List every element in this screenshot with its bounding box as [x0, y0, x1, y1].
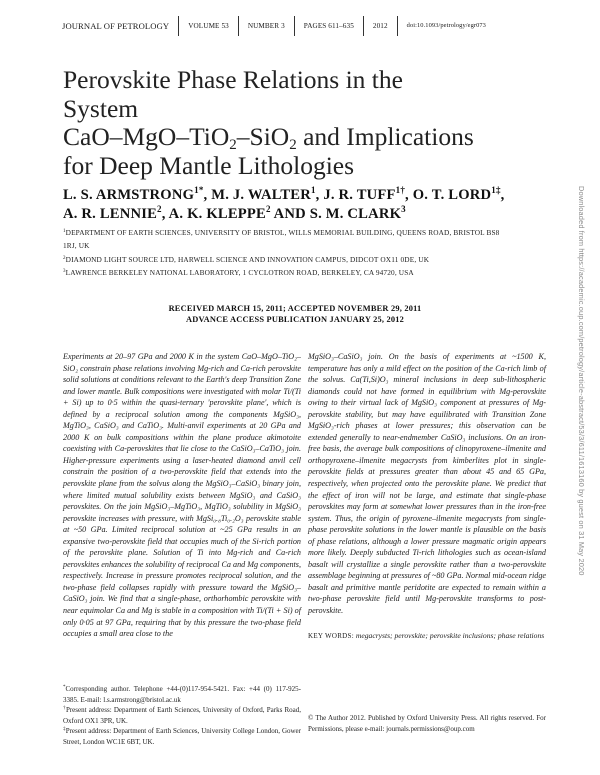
title-line-2b: –SiO	[236, 122, 290, 151]
author: A. R. LENNIE$^2$,	[63, 204, 169, 222]
copyright-notice: © The Author 2012. Published by Oxford University Press. All rights reserved. For Permissions, please e-mail: journals.permissions@oup.com	[308, 714, 546, 733]
author: A. K. KLEPPE$^2$ AND	[168, 204, 310, 222]
running-header	[58, 16, 495, 36]
affiliation: $^3$LAWRENCE BERKELEY NATIONAL LABORATORY, 1 CYCLOTRON ROAD, BERKELEY, CA 94720, USA	[63, 268, 414, 278]
publication-dates	[60, 303, 530, 325]
title-line-1: Perovskite Phase Relations in the System	[63, 65, 403, 123]
abstract-right-column: MgSiO₃–CaSiO₃ join. On the basis of experiments at ~1500 K, temperature has only a mild effect on the position of the Ca-rich limb of the solvus. Ca(Ti,Si)O₃ mineral inclusions in deep sub-lithospheric diamonds could not have formed in equilibrium with Mg-perovskite owing to their virtual lack of MgSiO₃ component at pressures of Mg-perovskite stability, but may have equilibrated with Transition Zone MgSiO₃-rich phases at lower pressures; this observation can be extended generally to near-endmember CaSiO₃ inclusions. On an iron-free basis, the average bulk compositions of clinopyroxene–ilmenite and orthopyroxene–ilmenite megacrysts from kimberlites plot in single-perovskite fields at pressures greater than about 45 and 65 GPa, respectively, when projected onto the perovskite plane. We predict that the effect of iron will not be large, and estimate that single-phase perovskites may form at somewhat lower pressures than in the iron-free system. Thus, the origin of pyroxene–ilmenite megacrysts from single-phase perovskite solutions in the lower mantle is plausible on the basis of phase relations, although a lower pressure magmatic origin appears more likely. Deeply subducted Ti-rich lithologies such as ocean-island basalt will crystallize a single perovskite rather than a two-perovskite assemblage beginning at pressures of ~80 GPa. Normal mid-ocean ridge basalt and primitive mantle peridotite are expected to remain within a two-phase perovskite field until Mg-perovskite transforms to post-perovskite.	[308, 352, 546, 616]
footnote: †Present address: Department of Earth Sciences, University of Oxford, Parks Road, Oxford OX1 3PR, UK.	[63, 706, 302, 725]
author: J. R. $TUFF^{1\dagger}$,	[323, 185, 413, 203]
download-watermark: Downloaded from https://academic.oup.com/petrology/article-abstract/53/3/611/1613160 by guest on 31 May 2020	[577, 186, 586, 576]
year: 2012	[364, 16, 398, 36]
title-line-2c: and Implications	[296, 122, 474, 151]
affiliations	[63, 226, 513, 280]
advance-access-date: ADVANCE ACCESS PUBLICATION JANUARY 25, 2012	[185, 315, 404, 324]
doi: doi:10.1093/petrology/egr073	[406, 22, 486, 29]
footnote: *Corresponding author. Telephone +44-(0)117-954-5421. Fax: +44 (0) 117-925-3385. E-mail: l.s.armstrong@bristol.ac.uk	[63, 685, 301, 704]
author: S. M. CLARK$^3$	[309, 204, 406, 222]
subscript: 2	[289, 137, 297, 153]
affiliation: $^2$DIAMOND LIGHT SOURCE LTD, HARWELL SCIENCE AND INNOVATION CAMPUS, DIDCOT OX11 0DE, UK	[63, 254, 430, 264]
abstract-left-column: Experiments at 20–97 GPa and 2000 K in the system CaO–MgO–TiO₂–SiO₂ constrain phase relations involving Mg-rich and Ca-rich perovskite solid solutions at conditions relevant to the Earth's deep Transition Zone and lower mantle. Bulk compositions were investigated with molar Ti/(Ti + Si) up to 0·5 within the quasi-ternary 'perovskite plane', which is defined by a reciprocal solution among the components MgSiO₃, MgTiO₃, CaSiO₃ and CaTiO₃. Multi-anvil experiments at 20 GPa and 2000 K on bulk compositions within the plane produce akimotoite coexisting with Ca-perovskites that lie close to the CaSiO₃–CaTiO₃ join. Higher-pressure experiments using a laser-heated diamond anvil cell constrain the position of a two-perovskite field that extends into the perovskite plane from the solvus along the MgSiO₃–CaSiO₃ binary join, where limited mutual solubility exists between MgSiO₃ and CaSiO₃ perovskites. On the join MgSiO₃–MgTiO₃, MgTiO₃ solubility in MgSiO₃ perovskite increases with pressure, with MgSi₀.₈Ti₀.₂O₃ perovskite stable at ~50 GPa. Limited reciprocal solution at ~25 GPa results in an expansive two-perovskite field that occupies much of the Si-rich portion of the perovskite plane. Solution of Ti into Mg-rich and Ca-rich perovskites enhances the solubility of reciprocal Ca and Mg components, respectively. Increase in pressure promotes reciprocal solution, and the two-phase field collapses rapidly with pressure toward the MgSiO₃–CaSiO₃ join. We find that a single-phase, orthorhombic perovskite with near equimolar Ca and Mg is stable in a composition with Ti/(Ti + Si) of only 0·05 at 97 GPa, requiring that by this pressure the two-phase field occupies a small area close to the	[63, 352, 301, 639]
subscript: 2	[229, 137, 237, 153]
received-accepted-dates: RECEIVED MARCH 15, 2011; ACCEPTED NOVEMBER 29, 2011	[168, 304, 422, 313]
footnote: ‡Present address: Department of Earth Sciences, University College London, Gower Street, London WC1E 6BT, UK.	[63, 727, 301, 746]
issue-number: NUMBER 3	[239, 16, 295, 36]
title-line-2a: CaO–MgO–TiO	[63, 122, 230, 151]
keywords-label: KEY WORDS:	[308, 632, 354, 640]
article-title	[63, 66, 483, 180]
title-line-3: for Deep Mantle Lithologies	[63, 150, 355, 180]
affiliation: $^1$DEPARTMENT OF EARTH SCIENCES, UNIVERSITY OF BRISTOL, WILLS MEMORIAL BUILDING, QUEENS ROAD, BRISTOL BS8 1RJ, UK	[63, 228, 500, 251]
page-range: PAGES 611–635	[295, 16, 364, 36]
keywords	[308, 630, 546, 643]
author: O. T. $LORD^{1\ddagger}$,	[412, 185, 505, 203]
volume: VOLUME 53	[179, 16, 239, 36]
author-footnotes	[63, 684, 301, 747]
author: M. J. WALTER$^1$,	[211, 185, 324, 203]
author: L. S. $ARMSTRONG^{1*}$,	[63, 185, 212, 203]
keywords-list: megacrysts; perovskite; perovskite inclusions; phase relations	[355, 631, 545, 640]
journal-name: JOURNAL OF PETROLOGY	[58, 16, 179, 36]
author-list	[63, 186, 513, 224]
